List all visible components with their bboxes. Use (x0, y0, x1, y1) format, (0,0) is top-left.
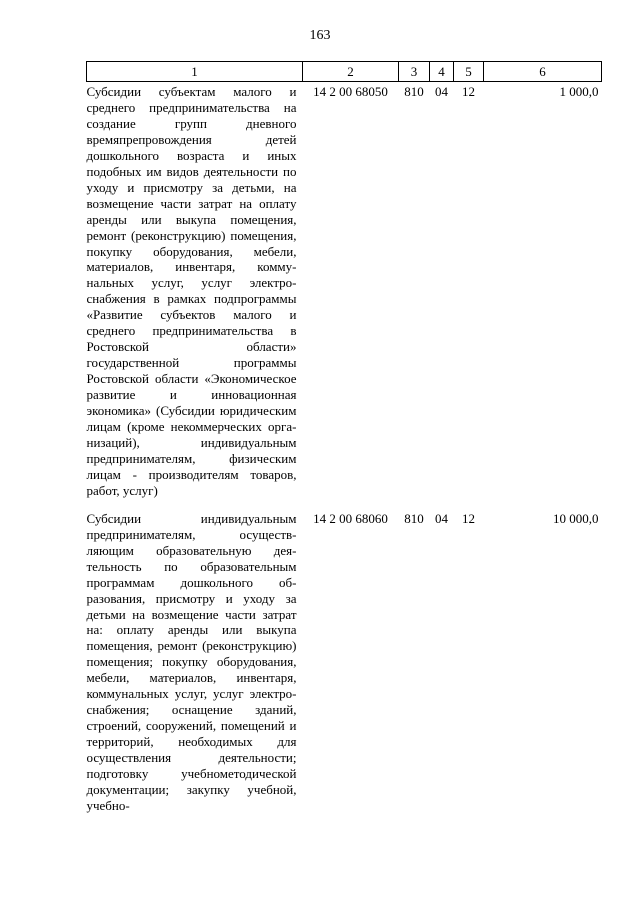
column-header-3: 3 (399, 62, 430, 82)
column-header-5: 5 (454, 62, 484, 82)
column-header-2: 2 (303, 62, 399, 82)
page-number: 163 (309, 28, 331, 43)
row-expense-type: 810 (404, 84, 424, 99)
row-description: Субсидии субъектам малого и среднего предпринимательства на создание групп дневного времяпрепровождения детей дошкольного возраста и иных подобных им видов деятельности по уходу и присмотру за детьми, на возмещение части затрат на оплату аренды или выкупа помещения, ремонт (реконструкцию) помещения, покупку оборудования, мебели, материалов, инвентаря, коммунальных услуг, услуг электроснабжения в рамках подпрограммы «Развитие субъектов малого и среднего предпринимательства в Ростовской области» государственной программы Ростовской области «Экономическое развитие и инновационная экономика» (Субсидии юридическим лицам (кроме некоммерческих организаций), индивидуальным предпринимателям, физическим лицам - производителям товаров, работ, услуг) (86, 84, 297, 498)
row-target-code: 14 2 00 68050 (313, 84, 388, 99)
row-section: 04 (435, 84, 448, 99)
column-header-1: 1 (87, 62, 303, 82)
budget-table (86, 61, 602, 814)
row-description: Субсидии индивидуальным предпринимателям, осуществляющим образовательную деятельность по образовательным программам дошкольного образования, присмотру и уходу за детьми на возмещение части затрат на: оплату аренды или выкупа помещения, ремонт (реконструкцию) помещения; покупку оборудования, мебели, материалов, инвентаря, коммунальных услуг, услуг электроснабжения; оснащение зданий, строений, сооружений, помещений и территорий, необходимых для осуществления деятельности; подготовку учебнометодической документации; закупку учебной, учебно- (86, 510, 297, 813)
row-section: 04 (435, 510, 448, 526)
table-row (87, 505, 602, 814)
row-subsection: 12 (462, 84, 475, 99)
row-amount: 10 000,0 (553, 510, 599, 526)
column-header-6: 6 (484, 62, 602, 82)
table-header-row (87, 62, 602, 82)
row-subsection: 12 (462, 510, 475, 526)
row-expense-type: 810 (404, 510, 424, 526)
table-row (87, 82, 602, 505)
row-target-code: 14 2 00 68060 (313, 510, 388, 526)
column-header-4: 4 (430, 62, 454, 82)
row-amount: 1 000,0 (559, 84, 599, 99)
